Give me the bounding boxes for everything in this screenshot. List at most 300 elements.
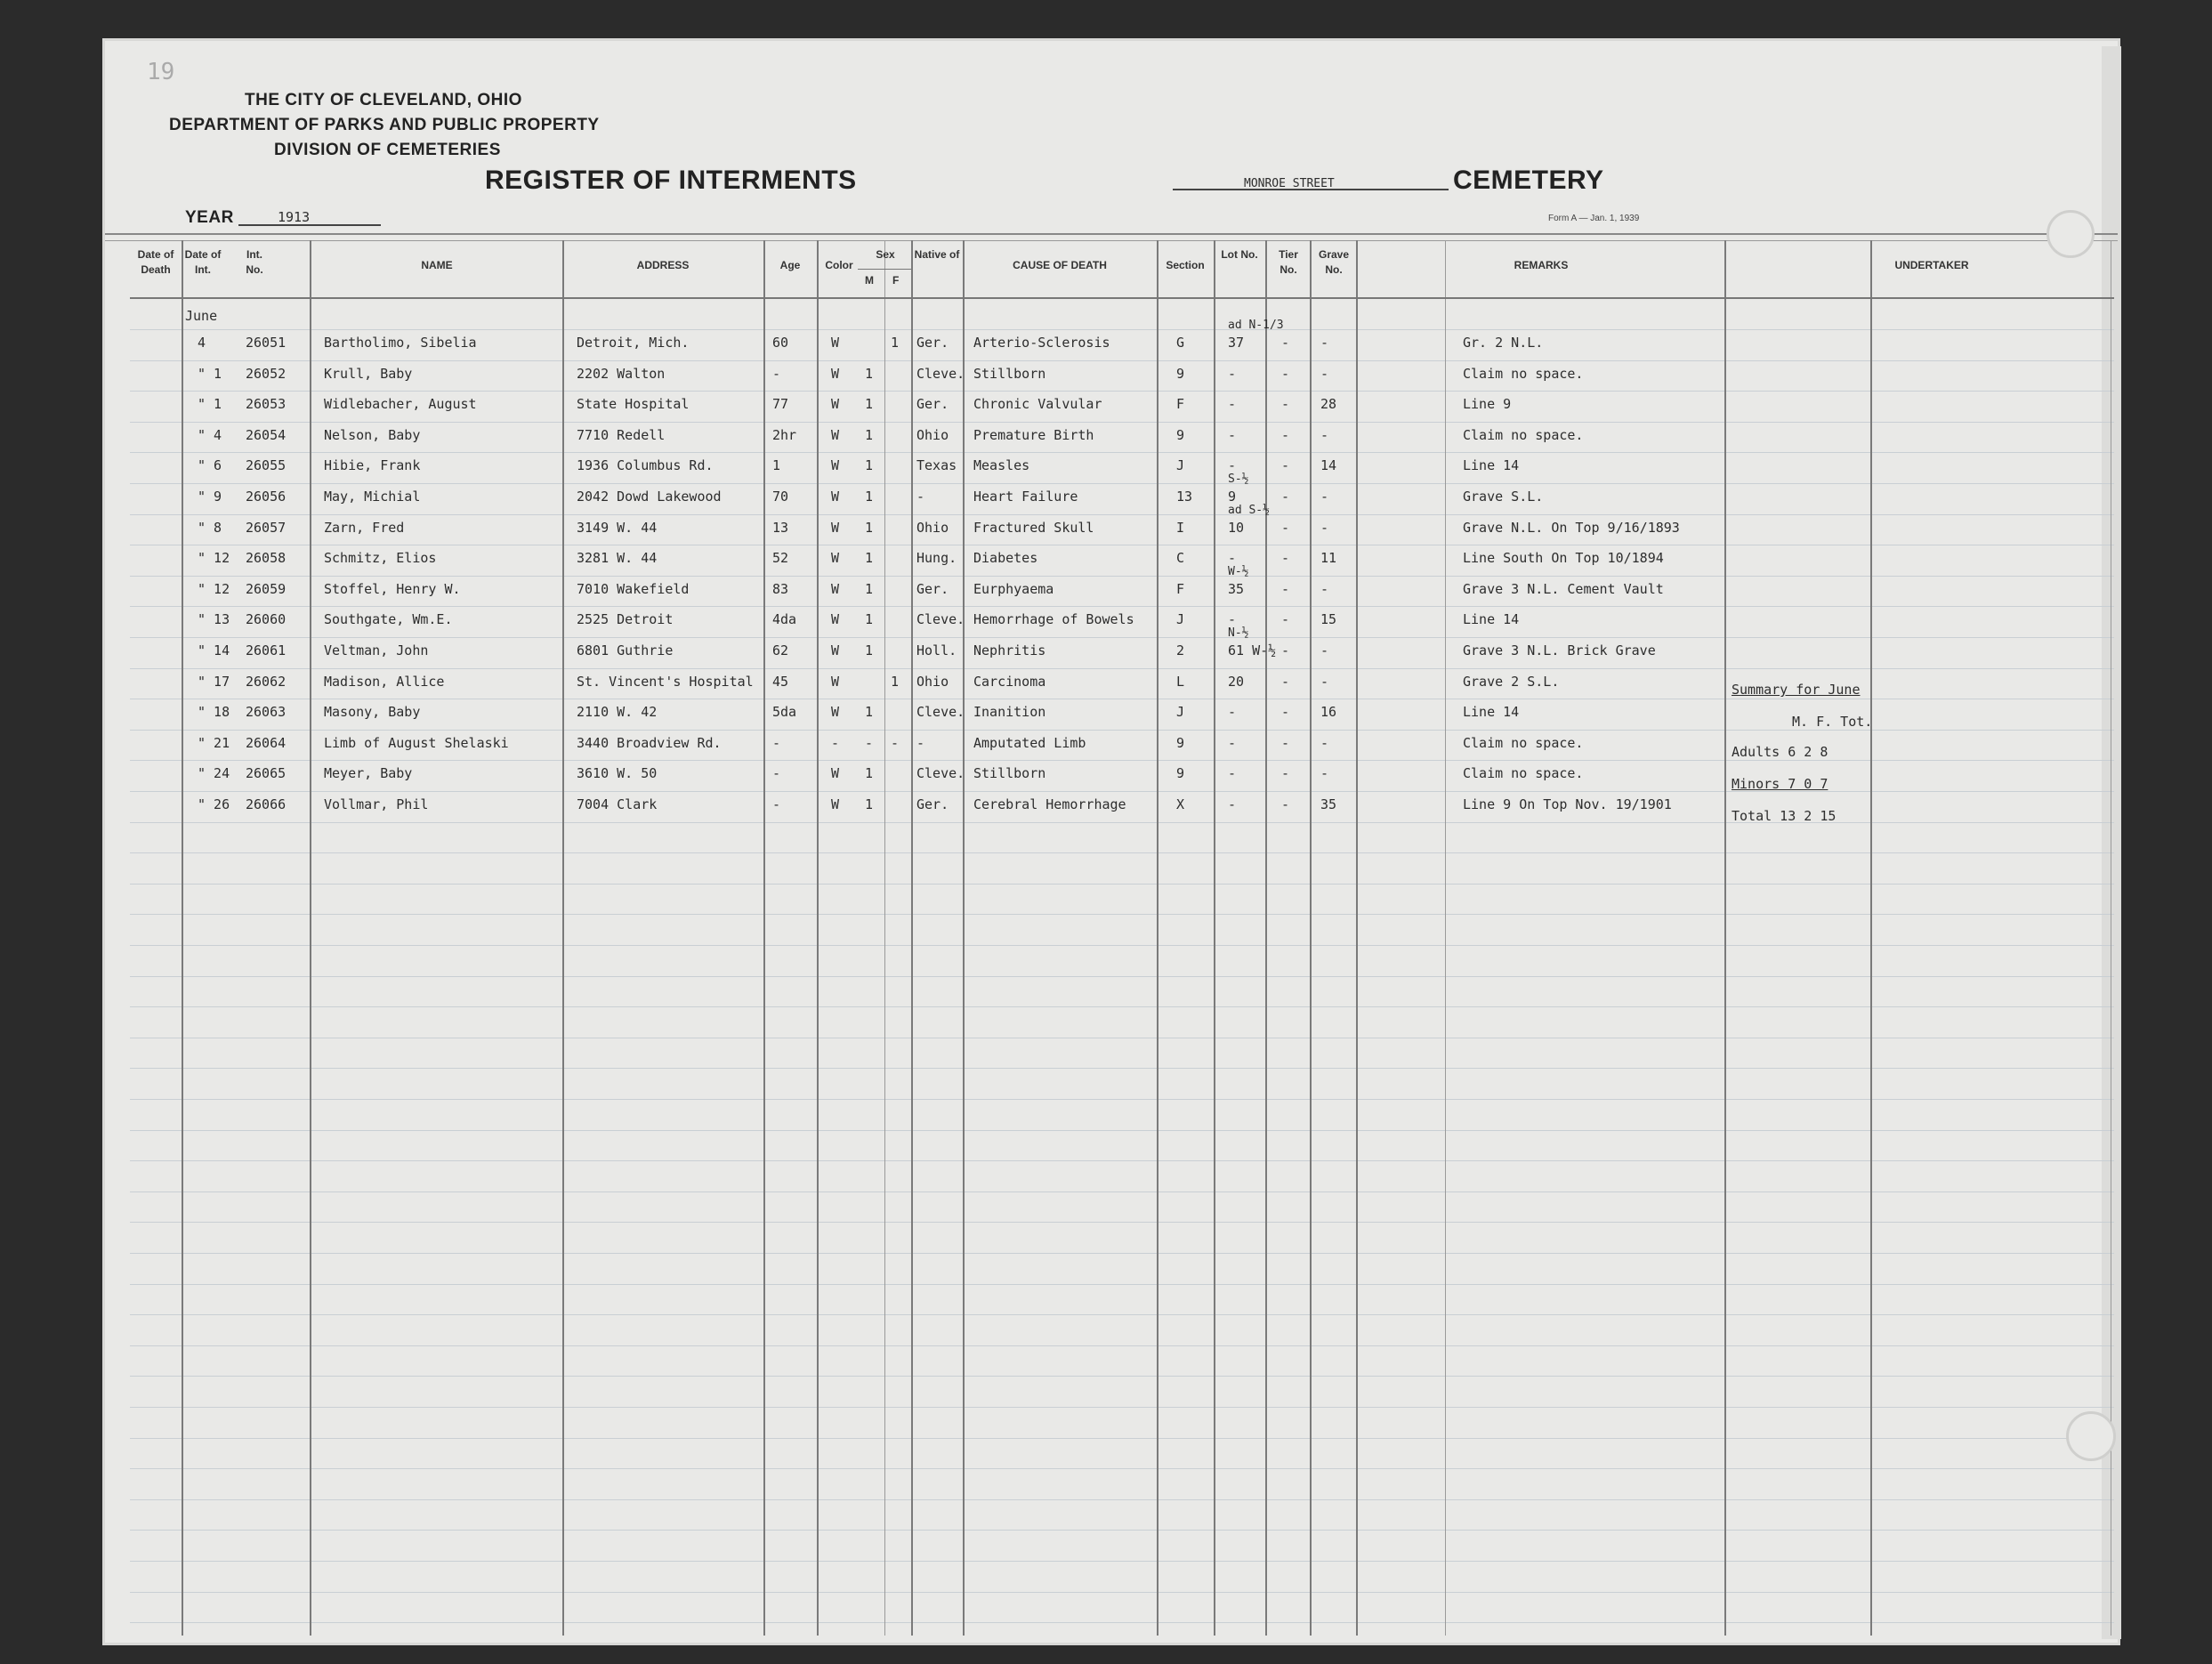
row-lot: 37 [1228, 335, 1245, 351]
row-name: Hibie, Frank [324, 457, 421, 473]
row-grave: - [1320, 335, 1329, 351]
ruled-line [130, 1284, 2114, 1285]
row-native-of: Ger. [916, 581, 949, 597]
row-cause: Eurphyaema [973, 581, 1054, 597]
row-name: Meyer, Baby [324, 765, 413, 781]
row-section: 2 [1176, 642, 1185, 658]
ruled-line [130, 1561, 2114, 1562]
row-tier: - [1281, 642, 1290, 658]
row-native-of: Texas [916, 457, 957, 473]
col-cause: CAUSE OF DEATH [1013, 259, 1107, 271]
row-color: W [831, 765, 840, 781]
col-divider [884, 240, 885, 1636]
row-age: - [772, 765, 781, 781]
ruled-line [130, 1499, 2114, 1500]
row-tier: - [1281, 674, 1290, 690]
row-section: I [1176, 520, 1185, 536]
ruled-line [130, 884, 2114, 885]
col-divider [310, 240, 311, 1636]
row-section: J [1176, 704, 1185, 720]
row-grave: - [1320, 520, 1329, 536]
row-name: Southgate, Wm.E. [324, 611, 453, 627]
row-lot: - [1228, 550, 1237, 566]
row-lot: - [1228, 796, 1237, 812]
row-age: 2hr [772, 427, 797, 443]
row-cause: Premature Birth [973, 427, 1094, 443]
row-sex-m: 1 [865, 396, 874, 412]
row-sex-m: 1 [865, 489, 874, 505]
ruled-line [130, 852, 2114, 853]
row-address: Detroit, Mich. [577, 335, 690, 351]
row-native-of: Cleve. [916, 704, 965, 720]
row-color: - [831, 735, 840, 751]
row-int-no: 26065 [246, 765, 287, 781]
row-remarks: Line 9 [1463, 396, 1512, 412]
row-lot: 20 [1228, 674, 1245, 690]
row-color: W [831, 581, 840, 597]
header-department: DEPARTMENT OF PARKS AND PUBLIC PROPERTY [169, 116, 600, 134]
row-grave: - [1320, 581, 1329, 597]
row-date-of-int: " 13 [198, 611, 230, 627]
col-date-of-int: Date of Int. [184, 248, 222, 276]
row-date-of-int: " 1 [198, 396, 222, 412]
col-divider [963, 240, 965, 1636]
ruled-line [130, 945, 2114, 946]
row-cause: Measles [973, 457, 1030, 473]
row-int-no: 26056 [246, 489, 287, 505]
row-color: W [831, 611, 840, 627]
summary-total: Total 13 2 15 [1732, 808, 1837, 824]
ruled-line [130, 1314, 2114, 1315]
row-sex-m: 1 [865, 611, 874, 627]
row-color: W [831, 457, 840, 473]
row-age: 13 [772, 520, 789, 536]
row-date-of-int: " 26 [198, 796, 230, 812]
row-age: 77 [772, 396, 789, 412]
row-grave: 14 [1320, 457, 1337, 473]
row-grave: - [1320, 674, 1329, 690]
row-sex-m: - [865, 735, 874, 751]
col-int-no: Int. No. [246, 248, 263, 276]
row-int-no: 26057 [246, 520, 287, 536]
row-address: 1936 Columbus Rd. [577, 457, 714, 473]
row-date-of-int: " 17 [198, 674, 230, 690]
binder-ring [2047, 210, 2095, 258]
col-divider [1310, 240, 1312, 1636]
year-value: 1913 [278, 209, 311, 225]
row-address: 3281 W. 44 [577, 550, 658, 566]
row-remarks: Grave N.L. On Top 9/16/1893 [1463, 520, 1680, 536]
col-divider [1265, 240, 1267, 1636]
row-name: Veltman, John [324, 642, 429, 658]
row-age: 45 [772, 674, 789, 690]
col-divider [1157, 240, 1158, 1636]
col-divider [182, 240, 183, 1636]
row-section: L [1176, 674, 1185, 690]
row-native-of: Holl. [916, 642, 957, 658]
row-lot: 9 [1228, 489, 1237, 505]
row-native-of: Ger. [916, 396, 949, 412]
row-remarks: Line 14 [1463, 704, 1520, 720]
page-number: 19 [147, 59, 175, 85]
row-cause: Carcinoma [973, 674, 1046, 690]
row-lot: - [1228, 366, 1237, 382]
sex-header-divider [858, 269, 911, 270]
row-sex-f: 1 [891, 335, 900, 351]
row-lot-note: S-½ [1228, 473, 1249, 486]
row-native-of: Cleve. [916, 765, 965, 781]
row-remarks: Line 9 On Top Nov. 19/1901 [1463, 796, 1672, 812]
row-name: Krull, Baby [324, 366, 413, 382]
row-age: - [772, 735, 781, 751]
summary-adults: Adults 6 2 8 [1732, 744, 1829, 760]
row-native-of: - [916, 489, 925, 505]
row-remarks: Grave 3 N.L. Cement Vault [1463, 581, 1664, 597]
summary-title: Summary for June [1732, 682, 1861, 698]
row-age: 5da [772, 704, 797, 720]
row-sex-m: 1 [865, 765, 874, 781]
row-int-no: 26061 [246, 642, 287, 658]
row-cause: Arterio-Sclerosis [973, 335, 1110, 351]
col-date-of-death: Date of Death [137, 248, 174, 276]
row-name: Limb of August Shelaski [324, 735, 509, 751]
row-int-no: 26064 [246, 735, 287, 751]
row-int-no: 26059 [246, 581, 287, 597]
row-cause: Stillborn [973, 765, 1046, 781]
row-grave: - [1320, 366, 1329, 382]
ruled-line [130, 1622, 2114, 1623]
row-sex-f: 1 [891, 674, 900, 690]
col-age: Age [779, 259, 801, 271]
row-date-of-int: " 21 [198, 735, 230, 751]
row-address: St. Vincent's Hospital [577, 674, 754, 690]
ruled-line [130, 1130, 2114, 1131]
row-lot-note: N-½ [1228, 626, 1249, 640]
row-native-of: Ohio [916, 674, 949, 690]
ruled-line [130, 1592, 2114, 1593]
row-color: W [831, 520, 840, 536]
row-address: 7010 Wakefield [577, 581, 690, 597]
row-sex-m: 1 [865, 366, 874, 382]
row-int-no: 26058 [246, 550, 287, 566]
row-native-of: Cleve. [916, 366, 965, 382]
row-tier: - [1281, 396, 1290, 412]
col-lot: Lot No. [1221, 248, 1258, 261]
row-address: 2110 W. 42 [577, 704, 658, 720]
row-remarks: Claim no space. [1463, 735, 1584, 751]
ruled-line [130, 1068, 2114, 1069]
row-grave: - [1320, 427, 1329, 443]
row-color: W [831, 796, 840, 812]
row-age: - [772, 796, 781, 812]
row-address: 3610 W. 50 [577, 765, 658, 781]
row-cause: Stillborn [973, 366, 1046, 382]
row-lot: 61 W-½ [1228, 642, 1277, 658]
row-color: W [831, 704, 840, 720]
row-sex-m: 1 [865, 704, 874, 720]
row-int-no: 26060 [246, 611, 287, 627]
row-native-of: Ger. [916, 335, 949, 351]
row-tier: - [1281, 796, 1290, 812]
ruled-line [130, 1438, 2114, 1439]
row-sex-m: 1 [865, 796, 874, 812]
col-divider [817, 240, 819, 1636]
ruled-line [130, 329, 2114, 330]
col-address: ADDRESS [636, 259, 690, 271]
col-divider [763, 240, 765, 1636]
row-sex-m: 1 [865, 550, 874, 566]
row-name: Masony, Baby [324, 704, 421, 720]
row-name: Stoffel, Henry W. [324, 581, 461, 597]
col-color: Color [825, 259, 853, 271]
row-name: May, Michial [324, 489, 421, 505]
row-int-no: 26052 [246, 366, 287, 382]
col-section: Section [1166, 259, 1205, 271]
ruled-line [130, 391, 2114, 392]
row-date-of-int: " 12 [198, 550, 230, 566]
row-section: X [1176, 796, 1185, 812]
row-remarks: Claim no space. [1463, 427, 1584, 443]
row-age: 4da [772, 611, 797, 627]
row-tier: - [1281, 457, 1290, 473]
row-cause: Nephritis [973, 642, 1046, 658]
register-table [130, 240, 2114, 1636]
row-tier: - [1281, 489, 1290, 505]
row-remarks: Gr. 2 N.L. [1463, 335, 1544, 351]
row-section: F [1176, 396, 1185, 412]
summary-head: M. F. Tot. [1792, 714, 1873, 730]
col-tier: Tier No. [1279, 248, 1298, 276]
row-date-of-int: " 6 [198, 457, 222, 473]
row-remarks: Grave S.L. [1463, 489, 1544, 505]
row-grave: 16 [1320, 704, 1337, 720]
row-color: W [831, 396, 840, 412]
row-sex-m: 1 [865, 457, 874, 473]
row-section: G [1176, 335, 1185, 351]
row-tier: - [1281, 520, 1290, 536]
row-section: J [1176, 611, 1185, 627]
row-address: 2042 Dowd Lakewood [577, 489, 722, 505]
ruled-line [130, 422, 2114, 423]
row-tier: - [1281, 335, 1290, 351]
form-note: Form A — Jan. 1, 1939 [1548, 214, 1640, 223]
header-division: DIVISION OF CEMETERIES [274, 141, 501, 159]
col-divider [1870, 240, 1872, 1636]
row-color: W [831, 642, 840, 658]
ruled-line [130, 514, 2114, 515]
row-sex-m: 1 [865, 581, 874, 597]
col-remarks: REMARKS [1514, 259, 1569, 271]
row-age: 83 [772, 581, 789, 597]
row-lot-note: ad S-½ [1228, 504, 1270, 517]
row-lot: 35 [1228, 581, 1245, 597]
ruled-line [130, 1222, 2114, 1223]
col-undertaker: UNDERTAKER [1894, 259, 1969, 271]
row-grave: - [1320, 642, 1329, 658]
row-date-of-int: " 18 [198, 704, 230, 720]
col-name: NAME [421, 259, 453, 271]
row-remarks: Grave 3 N.L. Brick Grave [1463, 642, 1656, 658]
row-native-of: Ger. [916, 796, 949, 812]
row-grave: 15 [1320, 611, 1337, 627]
ruled-line [130, 1345, 2114, 1346]
row-name: Zarn, Fred [324, 520, 405, 536]
row-grave: - [1320, 735, 1329, 751]
row-remarks: Line 14 [1463, 611, 1520, 627]
row-tier: - [1281, 427, 1290, 443]
row-address: 7004 Clark [577, 796, 658, 812]
row-lot: - [1228, 611, 1237, 627]
row-tier: - [1281, 550, 1290, 566]
row-date-of-int: " 1 [198, 366, 222, 382]
header-row-bottom [130, 297, 2114, 299]
row-tier: - [1281, 366, 1290, 382]
row-date-of-int: " 24 [198, 765, 230, 781]
row-section: 9 [1176, 765, 1185, 781]
row-tier: - [1281, 611, 1290, 627]
row-remarks: Grave 2 S.L. [1463, 674, 1560, 690]
cemetery-name-line [1173, 189, 1449, 190]
row-color: W [831, 550, 840, 566]
row-remarks: Line South On Top 10/1894 [1463, 550, 1664, 566]
row-date-of-int: " 4 [198, 427, 222, 443]
row-sex-f: - [891, 735, 900, 751]
row-lot: - [1228, 765, 1237, 781]
row-address: 3149 W. 44 [577, 520, 658, 536]
col-divider [1724, 240, 1726, 1636]
ruled-line [130, 452, 2114, 453]
row-color: W [831, 366, 840, 382]
row-remarks: Claim no space. [1463, 765, 1584, 781]
row-section: 9 [1176, 366, 1185, 382]
row-date-of-int: " 14 [198, 642, 230, 658]
col-native-of: Native of [914, 248, 960, 261]
row-int-no: 26051 [246, 335, 287, 351]
row-date-of-int: " 8 [198, 520, 222, 536]
row-cause: Cerebral Hemorrhage [973, 796, 1126, 812]
row-section: F [1176, 581, 1185, 597]
row-cause: Diabetes [973, 550, 1038, 566]
row-cause: Inanition [973, 704, 1046, 720]
header-city: THE CITY OF CLEVELAND, OHIO [245, 91, 522, 109]
row-native-of: Ohio [916, 427, 949, 443]
page-title: REGISTER OF INTERMENTS [485, 166, 857, 195]
ruled-line [130, 1099, 2114, 1100]
row-lot: 10 [1228, 520, 1245, 536]
row-int-no: 26054 [246, 427, 287, 443]
row-int-no: 26053 [246, 396, 287, 412]
ruled-line [130, 1253, 2114, 1254]
row-grave: 28 [1320, 396, 1337, 412]
row-color: W [831, 674, 840, 690]
row-remarks: Line 14 [1463, 457, 1520, 473]
row-section: 9 [1176, 735, 1185, 751]
row-native-of: Ohio [916, 520, 949, 536]
row-lot-note: W-½ [1228, 565, 1249, 578]
top-rule [105, 233, 2118, 235]
col-sex: Sex [876, 248, 895, 261]
row-cause: Amputated Limb [973, 735, 1086, 751]
col-divider [1356, 240, 1358, 1636]
row-section: J [1176, 457, 1185, 473]
ruled-line [130, 576, 2114, 577]
row-tier: - [1281, 765, 1290, 781]
row-address: 7710 Redell [577, 427, 666, 443]
row-cause: Heart Failure [973, 489, 1078, 505]
row-int-no: 26055 [246, 457, 287, 473]
row-date-of-int: " 9 [198, 489, 222, 505]
row-color: W [831, 335, 840, 351]
row-grave: - [1320, 489, 1329, 505]
row-grave: 35 [1320, 796, 1337, 812]
row-section: 13 [1176, 489, 1193, 505]
ruled-line [130, 1376, 2114, 1377]
row-sex-m: 1 [865, 427, 874, 443]
summary-minors: Minors 7 0 7 [1732, 776, 1829, 792]
col-divider [1445, 240, 1446, 1636]
cemetery-label: CEMETERY [1453, 166, 1604, 195]
row-sex-m: 1 [865, 520, 874, 536]
ruled-line [130, 483, 2114, 484]
row-name: Schmitz, Elios [324, 550, 437, 566]
row-name: Nelson, Baby [324, 427, 421, 443]
ruled-line [130, 1468, 2114, 1469]
col-divider [562, 240, 564, 1636]
ruled-line [130, 1006, 2114, 1007]
row-address: 2525 Detroit [577, 611, 674, 627]
row-date-of-int: 4 [198, 335, 206, 351]
year-label: YEAR [185, 208, 234, 227]
row-color: W [831, 489, 840, 505]
row-grave: 11 [1320, 550, 1337, 566]
row-lot: - [1228, 735, 1237, 751]
row-tier: - [1281, 581, 1290, 597]
ruled-line [130, 637, 2114, 638]
row-int-no: 26066 [246, 796, 287, 812]
row-address: State Hospital [577, 396, 690, 412]
row-name: Widlebacher, August [324, 396, 477, 412]
row-age: 62 [772, 642, 789, 658]
row-lot-note: ad N-1/3 [1228, 319, 1284, 332]
row-age: 52 [772, 550, 789, 566]
row-cause: Hemorrhage of Bowels [973, 611, 1134, 627]
col-sex-f: F [892, 274, 900, 287]
row-cause: Fractured Skull [973, 520, 1094, 536]
row-name: Vollmar, Phil [324, 796, 429, 812]
row-age: 70 [772, 489, 789, 505]
row-age: 1 [772, 457, 781, 473]
row-section: C [1176, 550, 1185, 566]
ruled-line [130, 976, 2114, 977]
ruled-line [130, 606, 2114, 607]
col-divider [911, 240, 913, 1636]
ruled-line [130, 730, 2114, 731]
row-name: Madison, Allice [324, 674, 445, 690]
row-age: - [772, 366, 781, 382]
row-tier: - [1281, 704, 1290, 720]
row-native-of: - [916, 735, 925, 751]
row-cause: Chronic Valvular [973, 396, 1102, 412]
year-line [238, 224, 381, 226]
row-remarks: Claim no space. [1463, 366, 1584, 382]
row-age: 60 [772, 335, 789, 351]
row-lot: - [1228, 396, 1237, 412]
row-grave: - [1320, 765, 1329, 781]
row-address: 6801 Guthrie [577, 642, 674, 658]
row-address: 3440 Broadview Rd. [577, 735, 722, 751]
cemetery-name: MONROE STREET [1244, 177, 1335, 190]
ruled-line [130, 1407, 2114, 1408]
